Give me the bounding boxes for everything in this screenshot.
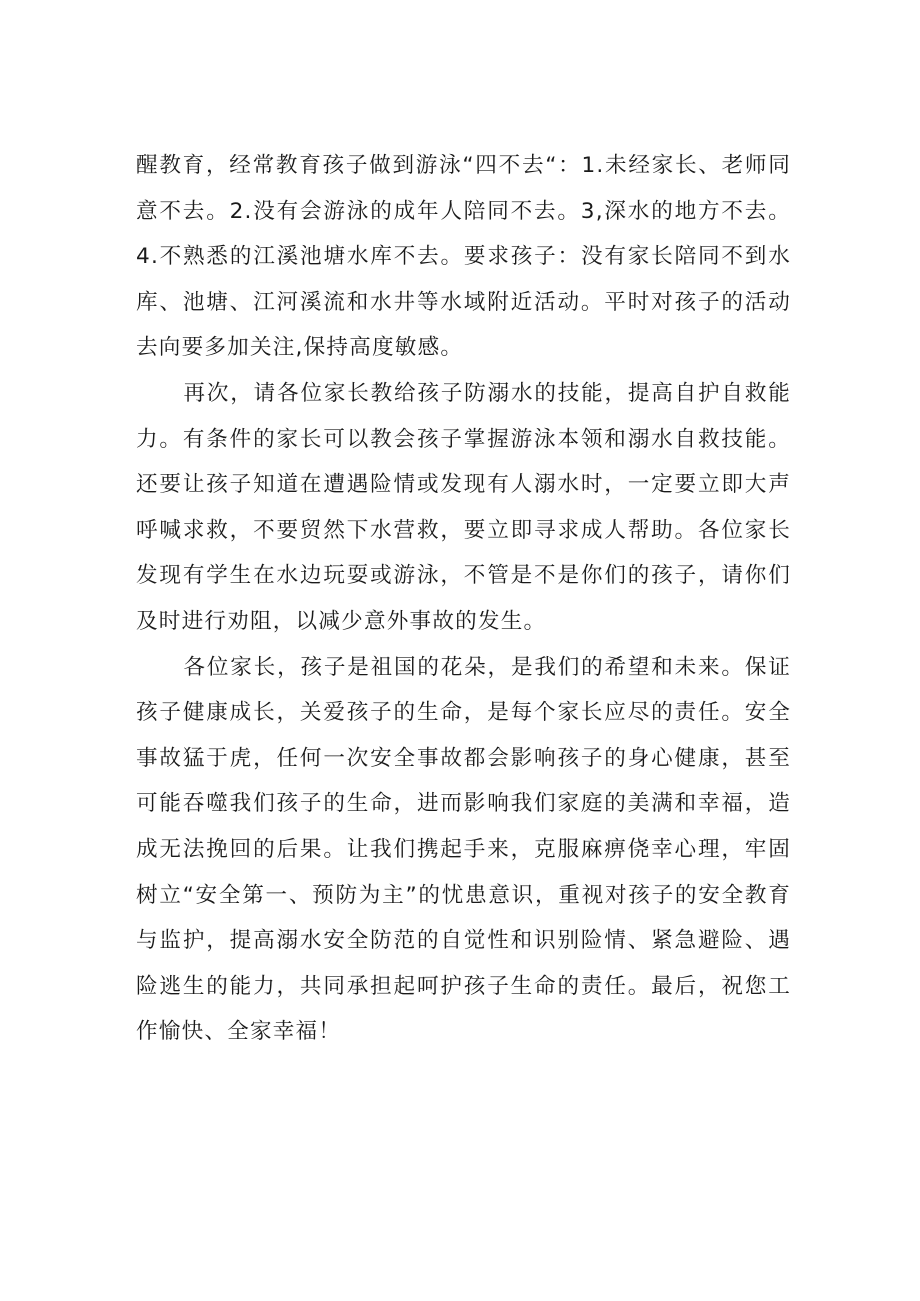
paragraph-drowning-skills: 再次，请各位家长教给孩子防溺水的技能，提高自护自救能力。有条件的家长可以教会孩子掌握游泳本领和溺水自救技能。还要让孩子知道在遭遇险情或发现有人溺水时，一定要立即大声呼喊求救，不要贸然下水营救，要立即寻求成人帮助。各位家长发现有学生在水边玩耍或游泳，不管是不是你们的孩子，请你们及时进行劝阻，以减少意外事故的发生。 — [136, 380, 791, 634]
paragraph-closing: 各位家长，孩子是祖国的花朵，是我们的希望和未来。保证孩子健康成长，关爱孩子的生命，是每个家长应尽的责任。安全事故猛于虎，任何一次安全事故都会影响孩子的身心健康，甚至可能吞噬我们孩子的生命，进而影响我们家庭的美满和幸福，造成无法挽回的后果。让我们携起手来，克服麻痹侥幸心理，牢固树立“安全第一、预防为主”的忧患意识，重视对孩子的安全教育与监护，提高溺水安全防范的自觉性和识别险情、紧急避险、遇险逃生的能力，共同承担起呵护孩子生命的责任。最后，祝您工作愉快、全家幸福！ — [136, 654, 791, 1045]
paragraph-continued: 醒教育，经常教育孩子做到游泳“四不去“：1.未经家长、老师同意不去。2.没有会游泳的成年人陪同不去。3,深水的地方不去。4.不熟悉的江溪池塘水库不去。要求孩子：没有家长陪同不到水库、池塘、江河溪流和水井等水域附近活动。平时对孩子的活动去向要多加关注,保持高度敏感。 — [136, 153, 791, 361]
letter-body — [136, 143, 791, 1055]
